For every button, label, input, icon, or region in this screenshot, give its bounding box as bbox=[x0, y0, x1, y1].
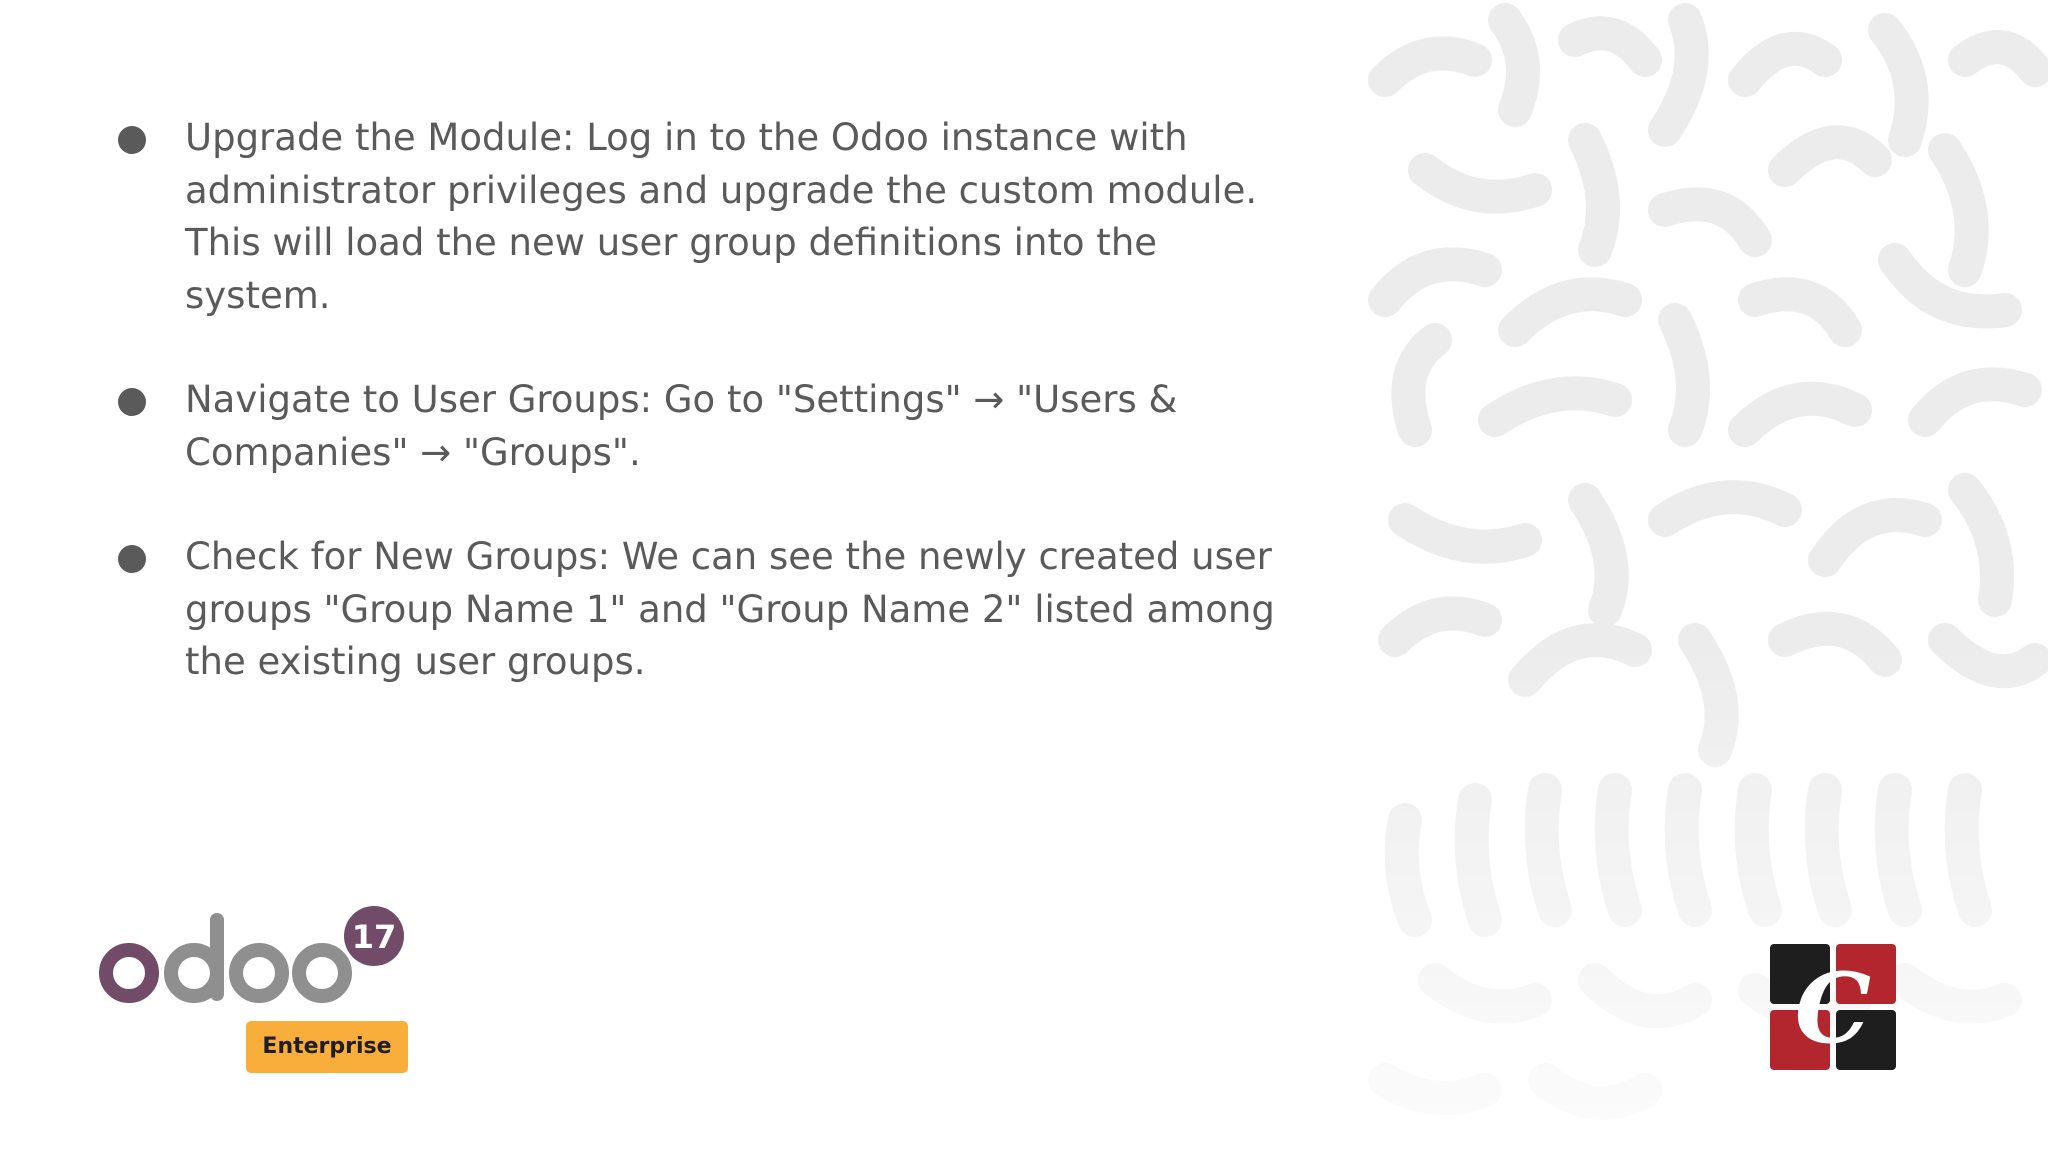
bullet-text: Navigate to User Groups: Go to "Settings" → "Users & Companies" → "Groups". bbox=[185, 378, 1178, 474]
bullet-list bbox=[115, 112, 1275, 741]
enterprise-badge: Enterprise bbox=[246, 1021, 408, 1073]
company-logo-letter: C bbox=[1794, 952, 1872, 1065]
bullet-text: Upgrade the Module: Log in to the Odoo instance with administrator privileges and upgrade the custom module. This will load the new user group definitions into the system. bbox=[185, 116, 1258, 317]
bullet-dot-icon bbox=[118, 545, 146, 573]
bullet-dot-icon bbox=[118, 126, 146, 154]
bullet-item-navigate-groups bbox=[115, 374, 1275, 479]
odoo-version-badge: 17 bbox=[351, 918, 397, 956]
decorative-pattern bbox=[1365, 0, 2048, 1152]
bullet-dot-icon bbox=[118, 388, 146, 416]
bullet-item-check-groups bbox=[115, 531, 1275, 689]
company-logo bbox=[1770, 944, 1896, 1070]
bullet-text: Check for New Groups: We can see the newly created user groups "Group Name 1" and "Group Name 2" listed among the existing user groups. bbox=[185, 535, 1275, 683]
bullet-item-upgrade-module bbox=[115, 112, 1275, 322]
